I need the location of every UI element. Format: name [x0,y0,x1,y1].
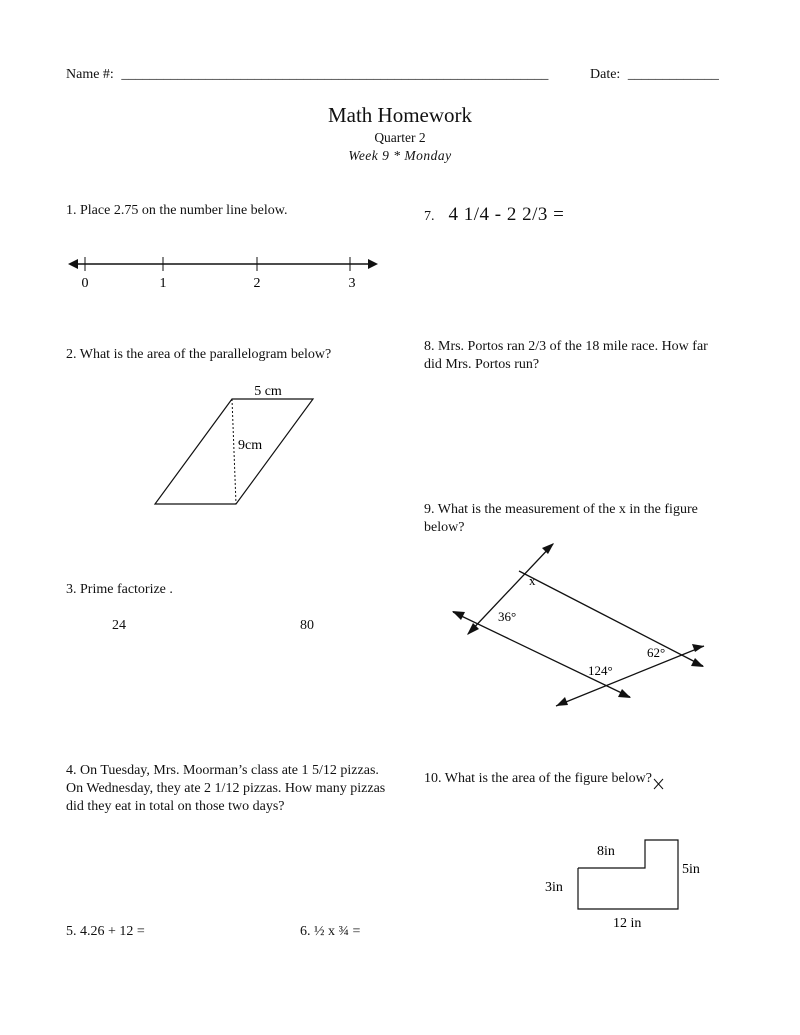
question-4: 4. On Tuesday, Mrs. Moorman’s class ate 1 5/12 pizzas. On Wednesday, they ate 2 1/12 pizzas. How many pizzas did they eat in total on those two days? [66,763,386,814]
question-3: 3. Prime factorize . [66,582,173,597]
date-blank[interactable]: _____________ [627,67,719,82]
question-7 [424,204,564,226]
question-6: 6. ½ x ¾ = [300,924,361,939]
question-7-expression: 4 1/4 - 2 2/3 = [448,204,565,225]
angle-62-label: 62° [647,645,666,660]
height-label: 9cm [238,438,263,453]
date-line [590,67,719,83]
base-label: 5 cm [254,384,282,399]
tick-0: 0 [81,276,89,291]
factor-number-24: 24 [112,618,126,633]
question-5: 5. 4.26 + 12 = [66,924,145,939]
angle-36-label: 36° [498,609,517,624]
week-label: Week 9 * Monday [348,148,452,163]
name-label: Name #: [66,67,114,82]
question-10: 10. What is the area of the figure below? [424,771,652,786]
question-7-number: 7. [424,209,435,224]
label-8in: 8in [597,844,615,859]
tick-1: 1 [159,276,167,291]
angle-124-label: 124° [588,663,613,678]
tick-3: 3 [348,276,356,291]
date-label: Date: [590,67,621,82]
tick-2: 2 [253,276,261,291]
question-2: 2. What is the area of the parallelogram below? [66,347,332,362]
header-line [66,67,548,83]
question-9: 9. What is the measurement of the x in the figure below? [424,502,698,535]
label-5in: 5in [682,862,700,877]
name-blank[interactable]: _____________________________________________________________ [121,67,549,82]
number-line[interactable] [60,250,390,295]
label-12in: 12 in [613,916,642,931]
parallelogram-figure [150,378,330,510]
factor-number-80: 80 [300,618,314,633]
question-1: 1. Place 2.75 on the number line below. [66,203,288,218]
angle-x-label: x [529,573,536,588]
angles-figure [440,535,720,715]
page-subtitle: Quarter 2 [374,130,426,145]
label-3in: 3in [545,880,563,895]
stray-x-mark [650,773,670,791]
l-shape-figure [535,830,720,935]
question-8: 8. Mrs. Portos ran 2/3 of the 18 mile race. How far did Mrs. Portos run? [424,339,708,372]
page-title: Math Homework [327,103,473,127]
